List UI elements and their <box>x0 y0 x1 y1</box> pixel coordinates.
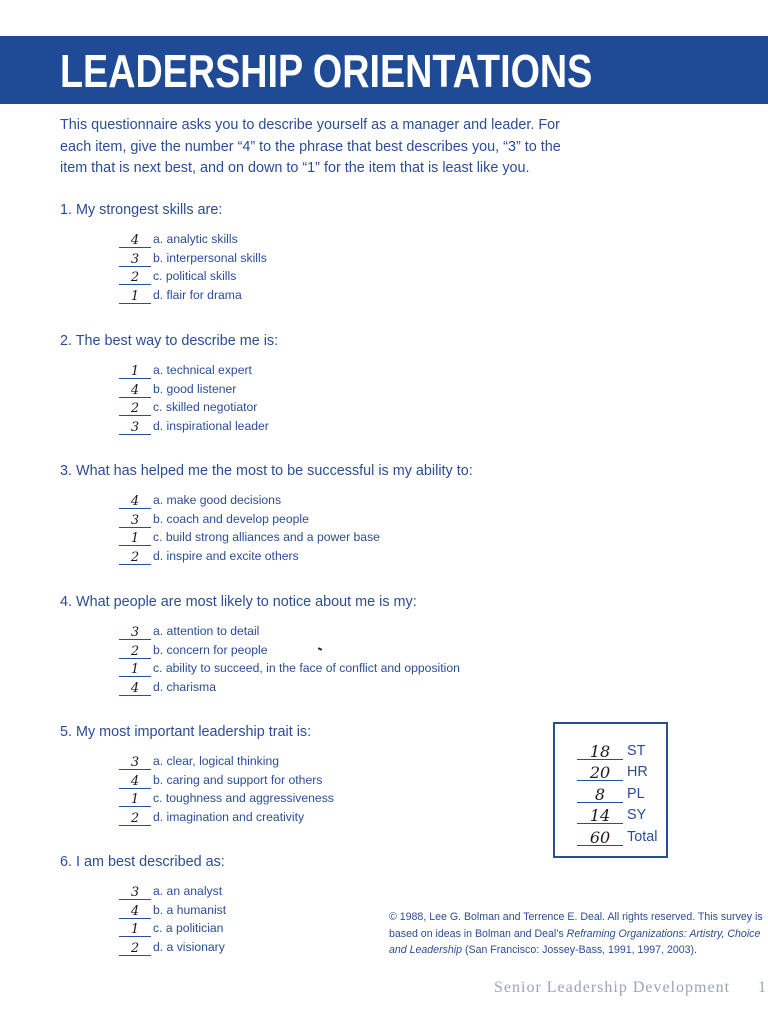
score-row <box>577 742 645 763</box>
score-row <box>577 763 648 784</box>
handwritten-answer: 4 <box>130 773 140 789</box>
answer-blank[interactable] <box>119 680 151 696</box>
footer-text: Senior Leadership Development <box>494 979 731 996</box>
option-label: d. inspire and excite others <box>153 549 299 564</box>
score-row <box>577 806 646 827</box>
handwritten-answer: 1 <box>130 289 140 305</box>
option-label: b. a humanist <box>153 902 227 917</box>
option-label: a. technical expert <box>153 363 252 377</box>
answer-option <box>119 288 267 307</box>
question-text: 3. What has helped me the most to be successful is my ability to: <box>60 463 473 479</box>
copyright-notice <box>389 909 767 959</box>
answer-options <box>119 232 267 307</box>
option-label: d. a visionary <box>153 940 225 955</box>
score-blank[interactable] <box>577 785 623 803</box>
handwritten-answer: 1 <box>130 662 140 678</box>
option-label: d. inspirational leader <box>153 419 269 434</box>
answer-option <box>119 269 267 288</box>
option-label: c. political skills <box>153 269 237 284</box>
question-2 <box>60 333 279 436</box>
answer-option <box>119 493 380 512</box>
option-label: a. analytic skills <box>153 232 238 246</box>
handwritten-answer: 2 <box>130 643 140 659</box>
answer-blank[interactable] <box>119 269 151 285</box>
handwritten-answer: 1 <box>130 922 140 938</box>
answer-blank[interactable] <box>119 549 151 565</box>
question-1 <box>60 202 267 305</box>
option-label: c. build strong alliances and a power base <box>153 530 380 545</box>
handwritten-answer: 4 <box>130 494 140 509</box>
answer-blank[interactable] <box>119 940 151 956</box>
answer-option <box>119 791 334 810</box>
answer-blank[interactable] <box>119 754 151 770</box>
option-label: b. coach and develop people <box>153 511 309 526</box>
score-label: HR <box>627 764 648 780</box>
handwritten-answer: 3 <box>130 625 140 640</box>
answer-option <box>119 251 267 270</box>
handwritten-answer: 3 <box>130 512 140 528</box>
question-4 <box>60 594 460 697</box>
answer-option <box>119 512 380 531</box>
score-blank[interactable] <box>577 742 623 760</box>
option-label: d. imagination and creativity <box>153 810 305 825</box>
answer-blank[interactable] <box>119 288 151 304</box>
option-label: b. interpersonal skills <box>153 250 267 265</box>
score-blank[interactable] <box>577 806 623 824</box>
score-label: Total <box>627 829 658 845</box>
handwritten-answer: 4 <box>130 903 140 919</box>
option-label: d. flair for drama <box>153 288 242 303</box>
handwritten-answer: 3 <box>130 420 140 436</box>
handwritten-score: 14 <box>589 806 611 825</box>
page-number: 1 <box>758 979 768 996</box>
handwritten-answer: 4 <box>130 382 140 398</box>
score-row <box>577 828 657 849</box>
handwritten-answer: 1 <box>130 531 140 547</box>
answer-option <box>119 680 460 699</box>
answer-blank[interactable] <box>119 903 151 919</box>
answer-blank[interactable] <box>119 419 151 435</box>
answer-option <box>119 773 334 792</box>
question-text: 5. My most important leadership trait is: <box>60 724 312 740</box>
answer-blank[interactable] <box>119 382 151 398</box>
question-text: 6. I am best described as: <box>60 854 225 870</box>
option-label: c. skilled negotiator <box>153 400 258 415</box>
answer-options <box>119 363 269 438</box>
answer-blank[interactable] <box>119 530 151 546</box>
score-blank[interactable] <box>577 828 623 846</box>
answer-blank[interactable] <box>119 773 151 789</box>
handwritten-answer: 4 <box>130 681 140 697</box>
handwritten-score: 18 <box>589 742 611 761</box>
handwritten-answer: 1 <box>130 364 140 379</box>
handwritten-answer: 3 <box>130 251 140 267</box>
page-footer <box>494 979 767 997</box>
question-6 <box>60 854 227 957</box>
question-3 <box>60 463 473 566</box>
handwritten-answer: 4 <box>130 233 140 248</box>
copyright-text: © 1988, Lee G. Bolman and Terrence E. Deal. All rights reserved. This survey is based on ideas in Bolman and Deal’s <box>389 911 763 940</box>
answer-blank[interactable] <box>119 232 151 248</box>
handwritten-score: 20 <box>589 763 611 782</box>
intro-paragraph: This questionnaire asks you to describe yourself as a manager and leader. For each item, give the number “4” to the phrase that best describes you, “3” to the item that is next best, and on down to “1” for the item that is least like you. <box>60 117 561 176</box>
handwritten-answer: 3 <box>130 885 140 900</box>
option-label: b. good listener <box>153 381 237 396</box>
score-row <box>577 785 645 806</box>
answer-option <box>119 530 380 549</box>
option-label: a. attention to detail <box>153 624 260 638</box>
score-label: PL <box>627 786 645 802</box>
answer-blank[interactable] <box>119 400 151 416</box>
page-title: LEADERSHIP ORIENTATIONS <box>60 45 593 97</box>
score-label: ST <box>627 743 646 759</box>
answer-option <box>119 382 269 401</box>
answer-option <box>119 921 226 940</box>
answer-options <box>119 493 380 568</box>
handwritten-answer: 2 <box>130 270 140 286</box>
handwritten-answer: 2 <box>130 550 140 566</box>
answer-option <box>119 363 269 382</box>
option-label: b. concern for people <box>153 642 268 657</box>
question-5 <box>60 724 334 827</box>
option-label: c. ability to succeed, in the face of conflict and opposition <box>153 661 460 676</box>
question-text: 1. My strongest skills are: <box>60 202 223 218</box>
answer-blank[interactable] <box>119 791 151 807</box>
handwritten-answer: 2 <box>130 811 140 827</box>
question-text: 2. The best way to describe me is: <box>60 333 279 349</box>
answer-blank[interactable] <box>119 493 151 509</box>
handwritten-answer: 1 <box>130 792 140 808</box>
option-label: c. toughness and aggressiveness <box>153 791 334 806</box>
handwritten-score: 8 <box>594 785 606 804</box>
title-banner <box>0 36 768 104</box>
option-label: b. caring and support for others <box>153 772 323 787</box>
answer-blank[interactable] <box>119 363 151 379</box>
option-label: a. an analyst <box>153 884 223 898</box>
answer-option <box>119 810 334 829</box>
option-label: a. clear, logical thinking <box>153 754 280 768</box>
answer-options <box>119 754 334 829</box>
handwritten-answer: 2 <box>130 401 140 417</box>
handwritten-answer: 2 <box>130 941 140 957</box>
answer-blank[interactable] <box>119 810 151 826</box>
answer-options <box>119 884 226 959</box>
answer-blank[interactable] <box>119 884 151 900</box>
score-blank[interactable] <box>577 763 623 781</box>
copyright-publisher: (San Francisco: Jossey-Bass, 1991, 1997, 2003). <box>462 944 697 956</box>
answer-option <box>119 940 226 959</box>
handwritten-answer: 3 <box>130 755 140 770</box>
answer-option <box>119 661 460 680</box>
handwritten-score: 60 <box>589 828 611 847</box>
answer-option <box>119 624 460 643</box>
answer-blank[interactable] <box>119 643 151 659</box>
option-label: a. make good decisions <box>153 493 282 507</box>
book-title: Reframing Organizations: Artistry, Choice and Leadership <box>389 927 761 956</box>
answer-option <box>119 232 267 251</box>
answer-blank[interactable] <box>119 251 151 267</box>
question-text: 4. What people are most likely to notice about me is my: <box>60 594 417 610</box>
answer-option <box>119 754 334 773</box>
answer-option <box>119 419 269 438</box>
answer-option <box>119 903 226 922</box>
answer-blank[interactable] <box>119 661 151 677</box>
answer-option <box>119 400 269 419</box>
answer-option <box>119 643 460 662</box>
option-label: c. a politician <box>153 921 224 936</box>
answer-options <box>119 624 460 699</box>
option-label: d. charisma <box>153 680 216 695</box>
score-label: SY <box>627 807 647 823</box>
answer-blank[interactable] <box>119 921 151 937</box>
answer-option <box>119 549 380 568</box>
answer-option <box>119 884 226 903</box>
score-summary-box <box>553 722 668 858</box>
answer-blank[interactable] <box>119 624 151 640</box>
answer-blank[interactable] <box>119 512 151 528</box>
